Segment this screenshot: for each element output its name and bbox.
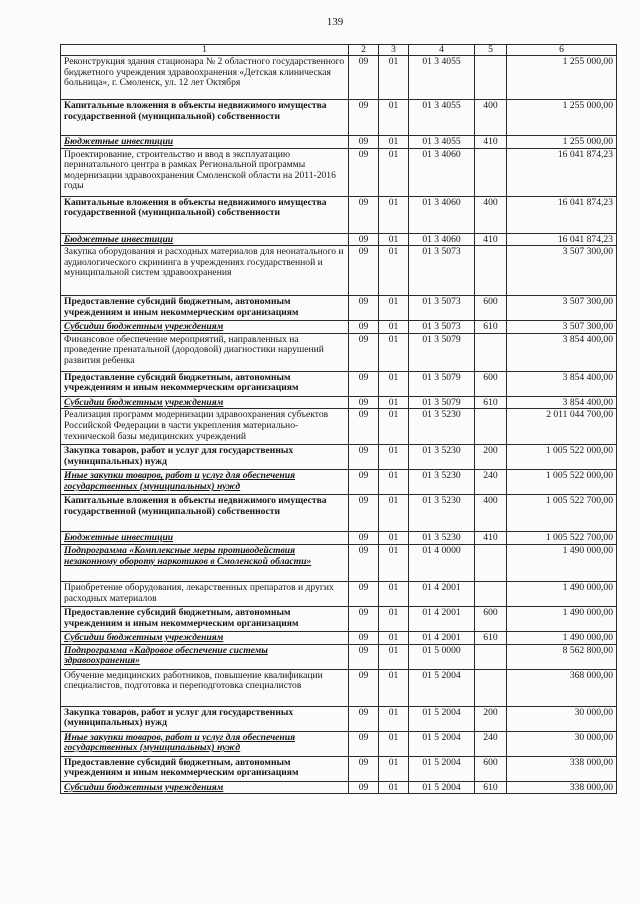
row-subsection-cell: 01 [379, 532, 409, 545]
row-name-cell [61, 321, 349, 334]
row-amount-cell: 1 490 000,00 [507, 581, 617, 606]
row-expense-type-cell [475, 246, 507, 296]
row-amount-cell: 1 005 522 000,00 [507, 470, 617, 495]
row-name-cell: Закупка оборудования и расходных материалов для неонатального и аудиологического скрининга в учреждениях государственной и муниципальной систем здравоохранения [61, 246, 349, 296]
row-amount-cell: 1 255 000,00 [507, 136, 617, 149]
row-subsection-cell: 01 [379, 756, 409, 781]
row-target-article-cell: 01 3 5073 [409, 246, 475, 296]
row-subsection-cell: 01 [379, 669, 409, 706]
table-row [61, 296, 617, 321]
row-subsection-cell: 01 [379, 544, 409, 581]
row-expense-type-cell: 410 [475, 532, 507, 545]
row-target-article-cell: 01 5 2004 [409, 756, 475, 781]
row-expense-type-cell: 600 [475, 756, 507, 781]
row-subsection-cell: 01 [379, 606, 409, 631]
row-expense-type-cell: 400 [475, 100, 507, 136]
header-cell-2: 2 [349, 45, 379, 56]
table-row [61, 581, 617, 606]
row-section-cell: 09 [349, 445, 379, 470]
row-amount-cell: 1 490 000,00 [507, 606, 617, 631]
row-target-article-cell: 01 3 4060 [409, 196, 475, 233]
row-name-cell: Предоставление субсидий бюджетным, автономным учреждениям и иным некоммерческим организациям [61, 756, 349, 781]
table-row [61, 409, 617, 445]
row-name-cell: Капитальные вложения в объекты недвижимого имущества государственной (муниципальной) собственности [61, 196, 349, 233]
row-target-article-cell: 01 5 2004 [409, 731, 475, 756]
row-expense-type-cell: 610 [475, 631, 507, 644]
row-amount-cell: 16 041 874,23 [507, 196, 617, 233]
row-target-article-cell: 01 4 2001 [409, 606, 475, 631]
row-section-cell: 09 [349, 396, 379, 409]
page-number: 139 [326, 16, 344, 28]
table-row [61, 669, 617, 706]
table-row [61, 56, 617, 100]
row-subsection-cell: 01 [379, 731, 409, 756]
row-expense-type-cell: 400 [475, 196, 507, 233]
row-expense-type-cell: 240 [475, 731, 507, 756]
row-amount-cell: 16 041 874,23 [507, 233, 617, 246]
table-row [61, 246, 617, 296]
table-row [61, 731, 617, 756]
row-name-cell [61, 731, 349, 756]
row-expense-type-cell: 400 [475, 495, 507, 532]
row-target-article-cell: 01 3 5230 [409, 445, 475, 470]
row-section-cell: 09 [349, 532, 379, 545]
row-expense-type-cell: 600 [475, 296, 507, 321]
row-amount-cell: 3 507 300,00 [507, 321, 617, 334]
row-expense-type-cell [475, 644, 507, 669]
header-cell-4: 4 [409, 45, 475, 56]
table-row [61, 706, 617, 731]
row-expense-type-cell: 200 [475, 445, 507, 470]
row-name-cell [61, 396, 349, 409]
row-section-cell: 09 [349, 148, 379, 196]
row-target-article-cell: 01 3 5230 [409, 409, 475, 445]
row-subsection-cell: 01 [379, 495, 409, 532]
row-amount-cell: 338 000,00 [507, 756, 617, 781]
row-name-text: Подпрограмма «Комплексные меры противодействия незаконному обороту наркотиков в Смоленской области» [64, 544, 312, 567]
row-expense-type-cell [475, 409, 507, 445]
row-section-cell: 09 [349, 321, 379, 334]
row-amount-cell: 3 854 400,00 [507, 396, 617, 409]
row-expense-type-cell [475, 148, 507, 196]
row-name-cell: Реконструкция здания стационара № 2 областного государственного бюджетного учреждения здравоохранения «Детская клиническая больница», г. Смоленск, ул. 12 лет Октября [61, 56, 349, 100]
row-target-article-cell: 01 3 5230 [409, 495, 475, 532]
row-target-article-cell: 01 3 4060 [409, 233, 475, 246]
row-target-article-cell: 01 3 4060 [409, 148, 475, 196]
row-name-cell: Предоставление субсидий бюджетным, автономным учреждениям и иным некоммерческим организациям [61, 296, 349, 321]
row-amount-cell: 8 562 800,00 [507, 644, 617, 669]
row-section-cell: 09 [349, 371, 379, 396]
row-amount-cell: 338 000,00 [507, 781, 617, 794]
row-name-cell: Предоставление субсидий бюджетным, автономным учреждениям и иным некоммерческим организациям [61, 371, 349, 396]
row-subsection-cell: 01 [379, 321, 409, 334]
row-section-cell: 09 [349, 644, 379, 669]
row-section-cell: 09 [349, 669, 379, 706]
row-subsection-cell: 01 [379, 56, 409, 100]
table-row [61, 644, 617, 669]
row-section-cell: 09 [349, 333, 379, 371]
row-name-cell [61, 136, 349, 149]
row-section-cell: 09 [349, 233, 379, 246]
row-section-cell: 09 [349, 196, 379, 233]
row-target-article-cell: 01 3 4055 [409, 100, 475, 136]
row-subsection-cell: 01 [379, 396, 409, 409]
row-target-article-cell: 01 3 4055 [409, 56, 475, 100]
row-target-article-cell: 01 3 5079 [409, 333, 475, 371]
header-cell-6: 6 [507, 45, 617, 56]
table-row [61, 321, 617, 334]
row-name-cell [61, 644, 349, 669]
table-row [61, 631, 617, 644]
row-amount-cell: 1 255 000,00 [507, 56, 617, 100]
row-amount-cell: 3 854 400,00 [507, 333, 617, 371]
row-amount-cell: 1 005 522 700,00 [507, 495, 617, 532]
row-target-article-cell: 01 3 5079 [409, 371, 475, 396]
row-name-cell [61, 470, 349, 495]
row-subsection-cell: 01 [379, 296, 409, 321]
row-name-cell: Капитальные вложения в объекты недвижимого имущества государственной (муниципальной) собственности [61, 495, 349, 532]
row-section-cell: 09 [349, 136, 379, 149]
row-name-text: Бюджетные инвестиции [64, 532, 174, 544]
row-amount-cell: 3 507 300,00 [507, 296, 617, 321]
row-amount-cell: 3 507 300,00 [507, 246, 617, 296]
table-row [61, 333, 617, 371]
row-amount-cell: 1 490 000,00 [507, 631, 617, 644]
row-expense-type-cell: 610 [475, 396, 507, 409]
row-name-cell [61, 544, 349, 581]
table-row [61, 495, 617, 532]
table-row [61, 396, 617, 409]
row-expense-type-cell: 610 [475, 781, 507, 794]
row-subsection-cell: 01 [379, 581, 409, 606]
row-name-cell: Закупка товаров, работ и услуг для государственных (муниципальных) нужд [61, 445, 349, 470]
table-row [61, 532, 617, 545]
row-subsection-cell: 01 [379, 706, 409, 731]
row-expense-type-cell: 600 [475, 606, 507, 631]
header-cell-3: 3 [379, 45, 409, 56]
row-amount-cell: 2 011 044 700,00 [507, 409, 617, 445]
row-subsection-cell: 01 [379, 644, 409, 669]
row-subsection-cell: 01 [379, 631, 409, 644]
row-amount-cell: 30 000,00 [507, 706, 617, 731]
table-row [61, 781, 617, 794]
row-subsection-cell: 01 [379, 136, 409, 149]
row-expense-type-cell: 240 [475, 470, 507, 495]
row-amount-cell: 1 255 000,00 [507, 100, 617, 136]
row-expense-type-cell: 200 [475, 706, 507, 731]
row-name-text: Иные закупки товаров, работ и услуг для обеспечения государственных (муниципальных) нужд [64, 470, 296, 492]
row-section-cell: 09 [349, 756, 379, 781]
row-name-cell: Предоставление субсидий бюджетным, автономным учреждениям и иным некоммерческим организациям [61, 606, 349, 631]
table-row [61, 606, 617, 631]
row-target-article-cell: 01 3 5230 [409, 532, 475, 545]
row-expense-type-cell [475, 56, 507, 100]
row-section-cell: 09 [349, 581, 379, 606]
row-section-cell: 09 [349, 781, 379, 794]
table-row [61, 445, 617, 470]
row-target-article-cell: 01 4 0000 [409, 544, 475, 581]
row-section-cell: 09 [349, 56, 379, 100]
row-section-cell: 09 [349, 246, 379, 296]
row-subsection-cell: 01 [379, 445, 409, 470]
row-amount-cell: 1 005 522 700,00 [507, 532, 617, 545]
row-section-cell: 09 [349, 495, 379, 532]
row-name-cell: Проектирование, строительство и ввод в эксплуатацию перинатального центра в рамках Региональной программы модернизации здравоохранения Смоленской области на 2011-2016 годы [61, 148, 349, 196]
row-amount-cell: 3 854 400,00 [507, 371, 617, 396]
table-row [61, 136, 617, 149]
budget-table [60, 44, 617, 794]
row-target-article-cell: 01 4 2001 [409, 581, 475, 606]
row-name-text: Субсидии бюджетным учреждениям [64, 321, 224, 333]
table-row [61, 371, 617, 396]
table-row [61, 756, 617, 781]
row-expense-type-cell: 600 [475, 371, 507, 396]
row-name-cell [61, 631, 349, 644]
row-name-cell: Финансовое обеспечение мероприятий, направленных на проведение пренатальной (дородовой) диагностики нарушений развития ребенка [61, 333, 349, 371]
row-section-cell: 09 [349, 100, 379, 136]
header-cell-5: 5 [475, 45, 507, 56]
row-subsection-cell: 01 [379, 371, 409, 396]
row-subsection-cell: 01 [379, 233, 409, 246]
row-subsection-cell: 01 [379, 100, 409, 136]
row-subsection-cell: 01 [379, 409, 409, 445]
row-name-cell: Закупка товаров, работ и услуг для государственных (муниципальных) нужд [61, 706, 349, 731]
row-section-cell: 09 [349, 544, 379, 581]
row-section-cell: 09 [349, 409, 379, 445]
row-section-cell: 09 [349, 606, 379, 631]
row-target-article-cell: 01 5 2004 [409, 706, 475, 731]
row-name-cell: Капитальные вложения в объекты недвижимого имущества государственной (муниципальной) собственности [61, 100, 349, 136]
row-amount-cell: 30 000,00 [507, 731, 617, 756]
row-name-text: Подпрограмма «Кадровое обеспечение системы здравоохранения» [64, 644, 268, 667]
header-row [61, 45, 617, 56]
row-amount-cell: 368 000,00 [507, 669, 617, 706]
row-name-cell: Реализация программ модернизации здравоохранения субъектов Российской Федерации в части укрепления материально-технической базы медицинских учреждений [61, 409, 349, 445]
row-target-article-cell: 01 3 5073 [409, 296, 475, 321]
table-row [61, 148, 617, 196]
row-name-text: Бюджетные инвестиции [64, 136, 174, 147]
row-target-article-cell: 01 5 2004 [409, 669, 475, 706]
row-expense-type-cell [475, 544, 507, 581]
table-row [61, 470, 617, 495]
row-expense-type-cell: 410 [475, 233, 507, 246]
row-subsection-cell: 01 [379, 246, 409, 296]
row-target-article-cell: 01 5 0000 [409, 644, 475, 669]
row-subsection-cell: 01 [379, 196, 409, 233]
row-name-text: Субсидии бюджетным учреждениям [64, 396, 224, 408]
row-section-cell: 09 [349, 631, 379, 644]
row-expense-type-cell [475, 333, 507, 371]
row-section-cell: 09 [349, 296, 379, 321]
table-row [61, 544, 617, 581]
row-name-cell: Обучение медицинских работников, повышение квалификации специалистов, подготовка и переподготовка специалистов [61, 669, 349, 706]
row-target-article-cell: 01 3 5230 [409, 470, 475, 495]
row-target-article-cell: 01 3 5073 [409, 321, 475, 334]
row-name-cell [61, 532, 349, 545]
row-name-text: Субсидии бюджетным учреждениям [64, 631, 224, 643]
row-target-article-cell: 01 3 5079 [409, 396, 475, 409]
row-expense-type-cell [475, 581, 507, 606]
row-subsection-cell: 01 [379, 148, 409, 196]
table-body [61, 45, 617, 794]
header-cell-1: 1 [61, 45, 349, 56]
row-expense-type-cell: 410 [475, 136, 507, 149]
row-name-text: Субсидии бюджетным учреждениям [64, 781, 224, 793]
table-row [61, 100, 617, 136]
row-name-text: Иные закупки товаров, работ и услуг для обеспечения государственных (муниципальных) нужд [64, 731, 296, 754]
row-amount-cell: 1 005 522 000,00 [507, 445, 617, 470]
row-target-article-cell: 01 4 2001 [409, 631, 475, 644]
row-subsection-cell: 01 [379, 470, 409, 495]
row-subsection-cell: 01 [379, 333, 409, 371]
row-name-text: Бюджетные инвестиции [64, 233, 174, 245]
row-subsection-cell: 01 [379, 781, 409, 794]
row-expense-type-cell [475, 669, 507, 706]
row-name-cell [61, 781, 349, 794]
table-row [61, 196, 617, 233]
row-name-cell: Приобретение оборудования, лекарственных препаратов и других расходных материалов [61, 581, 349, 606]
row-amount-cell: 16 041 874,23 [507, 148, 617, 196]
row-amount-cell: 1 490 000,00 [507, 544, 617, 581]
row-expense-type-cell: 610 [475, 321, 507, 334]
row-section-cell: 09 [349, 470, 379, 495]
table-row [61, 233, 617, 246]
row-target-article-cell: 01 5 2004 [409, 781, 475, 794]
row-section-cell: 09 [349, 706, 379, 731]
row-name-cell [61, 233, 349, 246]
row-target-article-cell: 01 3 4055 [409, 136, 475, 149]
row-section-cell: 09 [349, 731, 379, 756]
